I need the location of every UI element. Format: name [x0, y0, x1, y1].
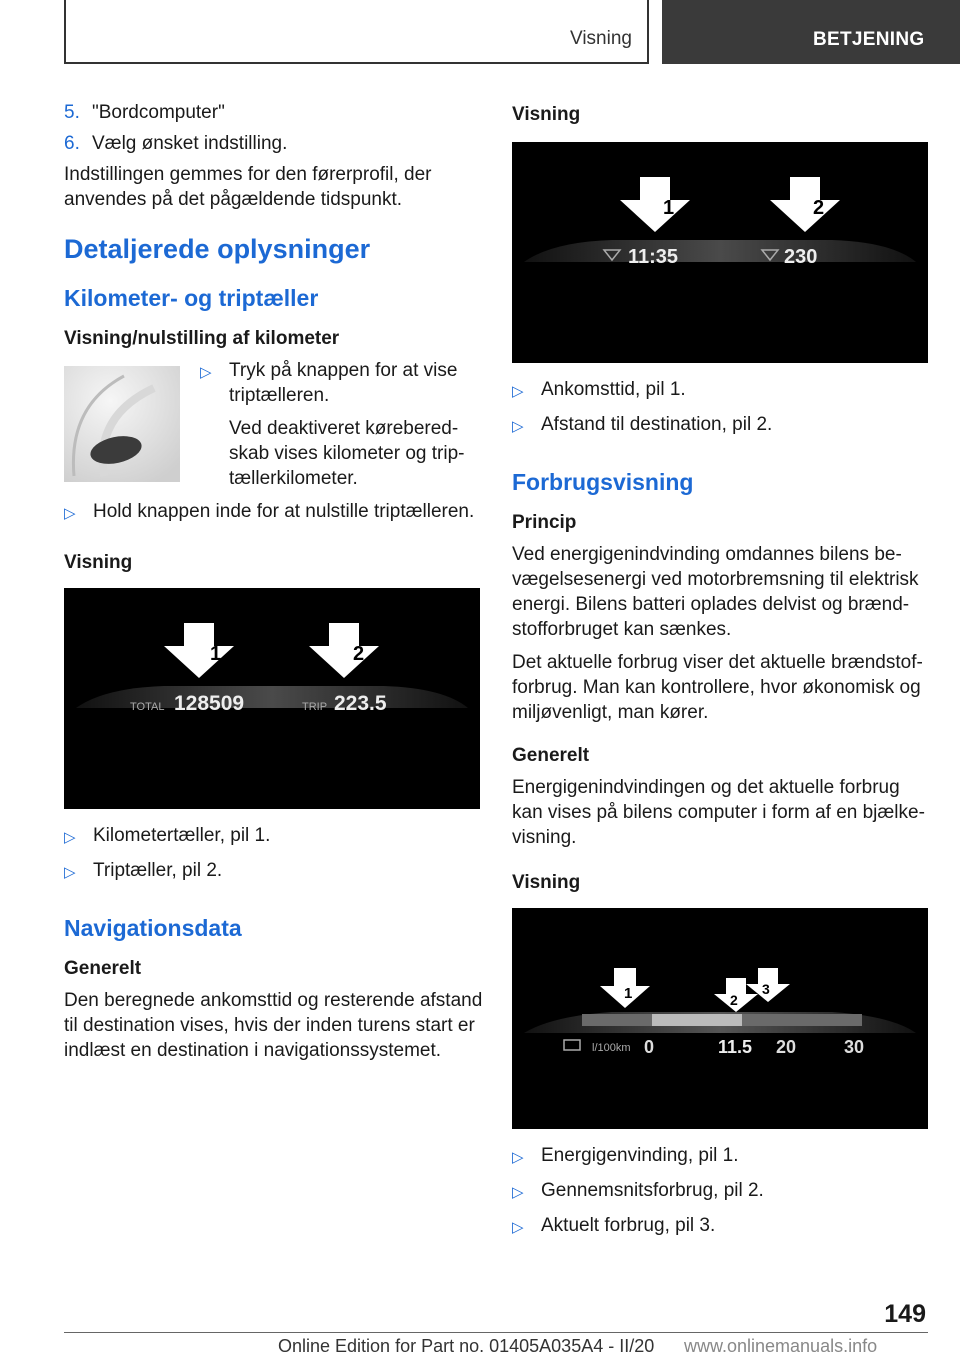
odometer-display-image: [64, 588, 480, 809]
step-item: [64, 100, 484, 125]
topic-heading: Visning: [512, 104, 581, 125]
bullet-text: Hold knappen inde for at nulstille triptælleren.: [93, 501, 475, 522]
left-column: [64, 100, 484, 1071]
paragraph: Ved energigenindvinding omdannes bilens bevægelsesenergi ved motorbremsning til elektrisk energi. Bilens batteri oplades delvist og brændstofforbruget kan sænkes.: [512, 544, 919, 640]
footer-edition-text: Online Edition for Part no. 01405A035A4 - II/20: [278, 1336, 655, 1356]
triangle-bullet-icon: ▷: [200, 364, 212, 381]
scale-0: 0: [644, 1037, 655, 1057]
step-number: 6.: [64, 133, 80, 154]
step-text: Vælg ønsket indstilling.: [92, 133, 288, 154]
bullet-item: [512, 377, 930, 404]
bullet-item: [512, 1213, 930, 1240]
header-section-title: Visning: [570, 28, 632, 49]
paragraph: Indstillingen gemmes for den førerprofil, der anvendes på det pågældende tidspunkt.: [64, 164, 432, 210]
subsection-heading: Forbrugsvisning: [512, 469, 694, 495]
step-text: "Bordcomputer": [92, 102, 225, 123]
footer-divider: [64, 1332, 928, 1333]
arrow-3-label: 3: [762, 981, 770, 997]
watermark-text: www.onlinemanuals.info: [684, 1336, 878, 1356]
bullet-text: Triptæller, pil 2.: [93, 860, 223, 881]
triangle-bullet-icon: ▷: [64, 864, 76, 881]
arrow-1-label: 1: [210, 643, 222, 665]
bullet-item: [512, 412, 930, 439]
triangle-bullet-icon: ▷: [512, 1219, 524, 1236]
bullet-text: Kilometertæller, pil 1.: [93, 825, 271, 846]
subsection-heading: Navigationsdata: [64, 915, 242, 941]
topic-heading: Visning/nulstilling af kilometer: [64, 328, 340, 349]
bullet-item: [512, 1143, 930, 1170]
triangle-bullet-icon: ▷: [512, 1184, 524, 1201]
arrival-time-value: 11:35: [628, 246, 679, 268]
topic-heading: Visning: [64, 552, 133, 573]
navigation-display-image: [512, 142, 928, 363]
reset-button-image: [64, 366, 180, 482]
bullet-text: Energigenvinding, pil 1.: [541, 1145, 739, 1166]
arrow-2-label: 2: [730, 992, 738, 1008]
topic-heading: Princip: [512, 512, 577, 533]
bullet-text: Gennemsnitsforbrug, pil 2.: [541, 1180, 764, 1201]
scale-30: 30: [844, 1037, 865, 1057]
bullet-text: Afstand til destination, pil 2.: [541, 414, 773, 435]
header-chapter-tab: BETJENING: [662, 0, 960, 64]
consumption-value: 11.5: [718, 1037, 753, 1057]
header-frame: [64, 0, 649, 64]
arrow-2-label: 2: [813, 197, 825, 219]
bullet-text: Ved deaktiveret køreberedskab vises kilometer og triptællerkilometer.: [229, 418, 465, 489]
paragraph: Den beregnede ankomsttid og resterende afstand til destination vises, hvis der inden turens start er indlæst en destination i navigationssystemet.: [64, 990, 483, 1061]
topic-heading: Generelt: [512, 745, 590, 766]
triangle-bullet-icon: ▷: [512, 1149, 524, 1166]
arrow-2-label: 2: [353, 643, 365, 665]
arrow-1-label: 1: [624, 985, 633, 1002]
paragraph: Energigenindvindingen og det aktuelle forbrug kan vises på bilens computer i form af en bjælkevisning.: [512, 777, 925, 848]
section-heading: Detaljerede oplysninger: [64, 234, 371, 264]
triangle-bullet-icon: ▷: [64, 829, 76, 846]
bullet-item: [64, 823, 484, 850]
paragraph: Det aktuelle forbrug viser det aktuelle brændstofforbrug. Man kan kontrollere, hvor økonomisk og miljøvenligt, man kører.: [512, 652, 923, 723]
bullet-item: [64, 858, 484, 885]
topic-heading: Generelt: [64, 958, 142, 979]
triangle-bullet-icon: ▷: [512, 418, 524, 435]
odo-total-label: TOTAL: [130, 701, 165, 713]
topic-heading: Visning: [512, 872, 581, 893]
consumption-display-image: [512, 908, 928, 1129]
bullet-text: Ankomsttid, pil 1.: [541, 379, 686, 400]
odo-trip-value: 223.5: [334, 692, 387, 715]
bullet-text: Tryk på knappen for at vise triptælleren.: [229, 360, 458, 406]
distance-value: 230: [784, 246, 818, 268]
page-number: 149: [884, 1300, 926, 1328]
subsection-heading: Kilometer- og triptæller: [64, 285, 319, 311]
scale-20: 20: [776, 1037, 797, 1057]
odo-total-value: 128509: [174, 692, 245, 715]
bullet-item: [64, 499, 484, 526]
button-illustration-block: [64, 358, 484, 499]
triangle-bullet-icon: ▷: [64, 505, 76, 522]
right-column: [512, 100, 930, 1248]
step-number: 5.: [64, 102, 80, 123]
arrow-1-label: 1: [663, 197, 675, 219]
bullet-text: Aktuelt forbrug, pil 3.: [541, 1215, 716, 1236]
consumption-unit: l/100km: [592, 1042, 631, 1054]
step-item: [64, 131, 484, 156]
triangle-bullet-icon: ▷: [512, 383, 524, 400]
bullet-item: [200, 358, 484, 408]
bullet-item: [512, 1178, 930, 1205]
odo-trip-label: TRIP: [302, 701, 328, 713]
bullet-continuation: [200, 416, 484, 491]
